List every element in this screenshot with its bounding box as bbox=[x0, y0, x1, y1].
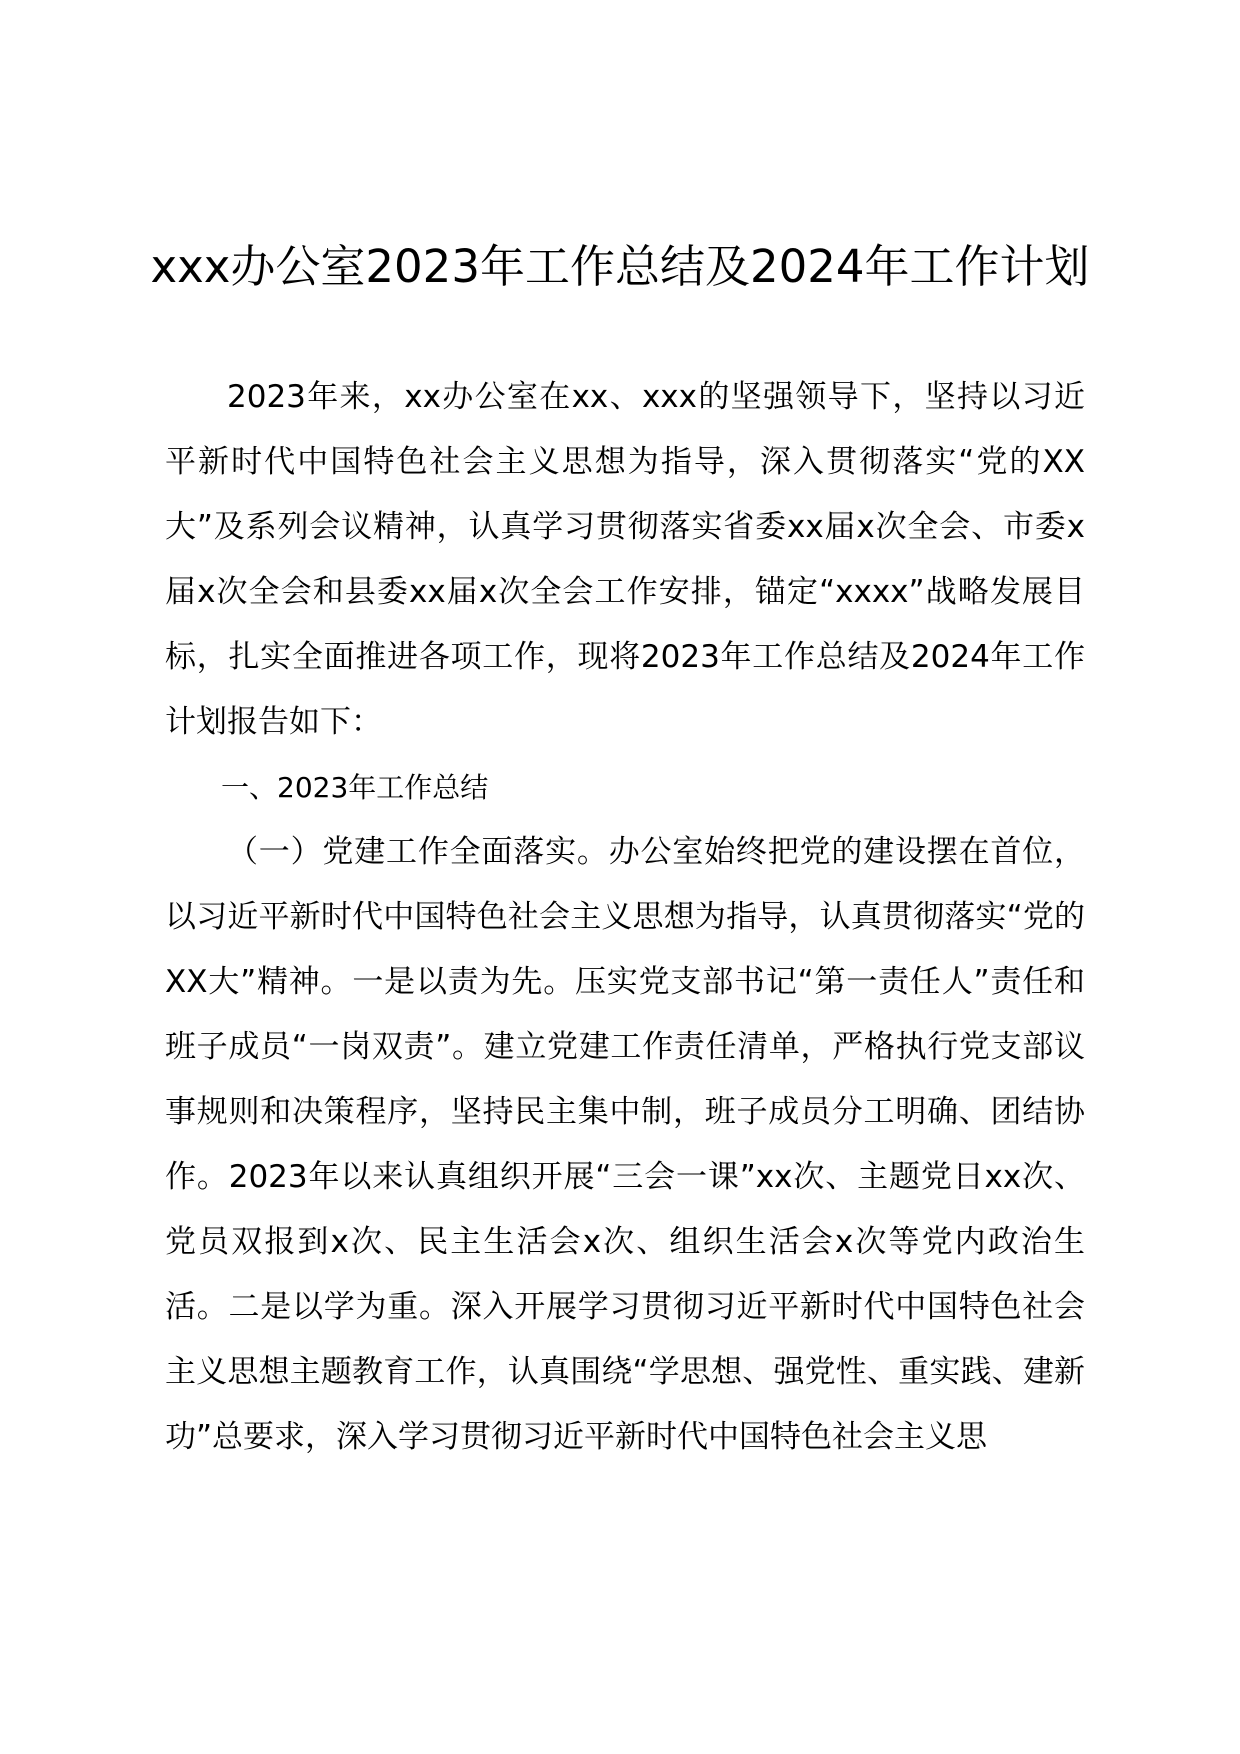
document-body bbox=[165, 365, 1085, 1470]
section-paragraph: （一）党建工作全面落实。办公室始终把党的建设摆在首位，以习近平新时代中国特色社会主义思想为指导，认真贯彻落实“党的XX大”精神。一是以责为先。压实党支部书记“第一责任人”责任和班子成员“一岗双责”。建立党建工作责任清单，严格执行党支部议事规则和决策程序，坚持民主集中制，班子成员分工明确、团结协作。2023年以来认真组织开展“三会一课”xx次、主题党日xx次、党员双报到x次、民主生活会x次、组织生活会x次等党内政治生活。二是以学为重。深入开展学习贯彻习近平新时代中国特色社会主义思想主题教育工作，认真围绕“学思想、强党性、重实践、建新功”总要求，深入学习贯彻习近平新时代中国特色社会主义思 bbox=[165, 834, 1085, 1455]
section-heading: 一、2023年工作总结 bbox=[221, 771, 489, 804]
intro-paragraph: 2023年来，xx办公室在xx、xxx的坚强领导下，坚持以习近平新时代中国特色社会主义思想为指导，深入贯彻落实“党的XX大”及系列会议精神，认真学习贯彻落实省委xx届x次全会、市委x届x次全会和县委xx届x次全会工作安排，锚定“xxxx”战略发展目标，扎实全面推进各项工作，现将2023年工作总结及2024年工作计划报告如下： bbox=[165, 379, 1085, 740]
document-title: xxx办公室2023年工作总结及2024年工作计划 bbox=[150, 240, 1090, 293]
